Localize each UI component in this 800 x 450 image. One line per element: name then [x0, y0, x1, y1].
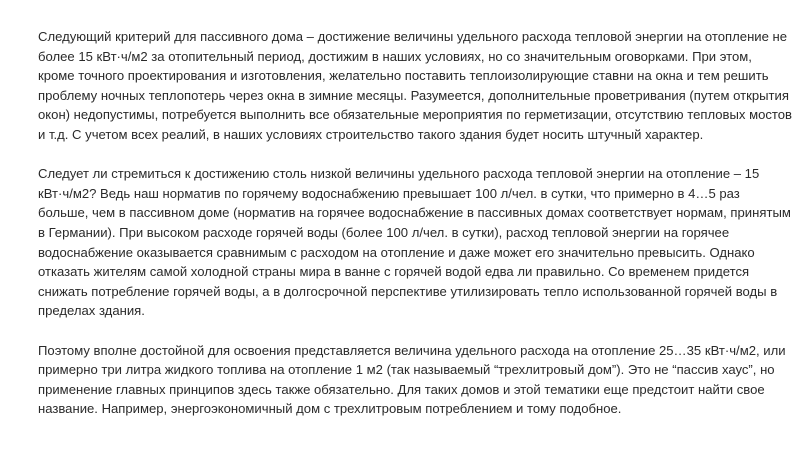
paragraph-passive-house-criterion: Следующий критерий для пассивного дома – достижение величины удельного расхода тепловой энергии на отопление не более 15 кВт·ч/м2 за отопительный период, достижим в наших условиях, но со значительным оговорками. При этом, кроме точного проектирования и изготовления, желательно поставить теплоизолирующие ставни на окна и тем решить проблему ночных теплопотерь через окна в зимние месяцы. Разумеется, дополнительные проветривания (путем открытия окон) недопустимы, потребуется выполнить все обязательные мероприятия по герметизации, отсутствию тепловых мостов и т.д. С учетом всех реалий, в наших условиях строительство такого здания будет носить штучный характер.: [38, 29, 793, 142]
paragraph-hot-water-consumption: Следует ли стремиться к достижению столь низкой величины удельного расхода тепловой энергии на отопление – 15 кВт·ч/м2? Ведь наш норматив по горячему водоснабжению превышает 100 л/чел. в сутки, что примерно в 4…5 раз больше, чем в пассивном доме (норматив на горячее водоснабжение в пассивных домах соответствует нормам, принятым в Германии). При высоком расходе горячей воды (более 100 л/чел. в сутки), расход тепловой энергии на горячее водоснабжение оказывается сравнимым с расходом на отопление и даже может его значительно превысить. Однако отказать жителям самой холодной страны мира в ванне с горячей водой едва ли правильно. Со временем придется снижать потребление горячей воды, а в долгосрочной перспективе утилизировать тепло использованной горячей воды в пределах здания.: [38, 166, 791, 319]
paragraph-three-liter-house: Поэтому вполне достойной для освоения представляется величина удельного расхода на отопление 25…35 кВт·ч/м2, или примерно три литра жидкого топлива на отопление 1 м2 (так называемый “трехлитровый дом”). Это не “пассив хаус”, но применение главных принципов здесь также обязательно. Для таких домов и этой тематики еще предстоит найти свое название. Например, энергоэкономичный дом с трехлитровым потреблением и тому подобное.: [38, 342, 786, 417]
document-body: [38, 27, 792, 438]
